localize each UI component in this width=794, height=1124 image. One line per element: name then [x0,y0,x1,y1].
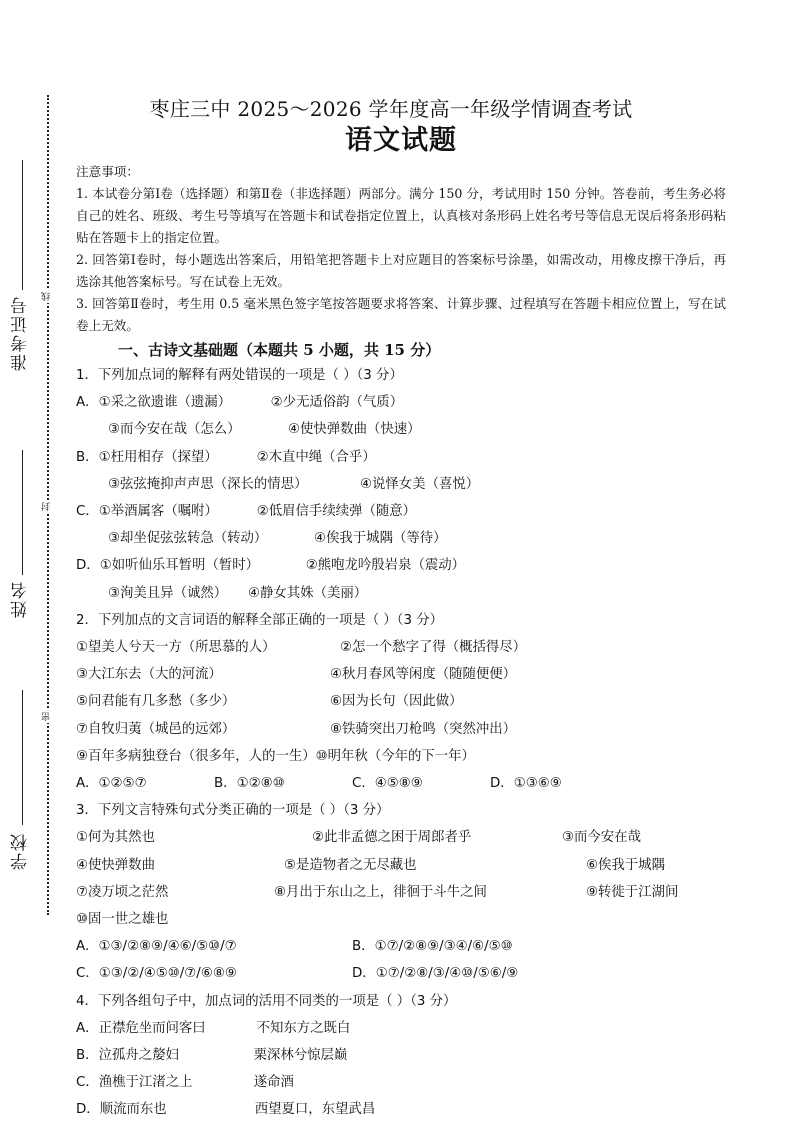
item: ⑦自牧归荑（城邑的远郊） [76,721,236,737]
option-letter: D． [76,1102,100,1118]
item: ②怎一个愁字了得（概括得尽） [340,640,527,656]
option-item: A．①③/②⑧⑨/④⑥/⑤⑩/⑦ [76,939,237,955]
item: ⑧月出于东山之上，徘徊于斗牛之间 [274,884,487,900]
question-stem: 2．下列加点的文言词语的解释全部正确的一项是（ ）（3 分） [76,612,444,628]
item: ⑤问君能有几多愁（多少） [76,694,236,710]
item-row [76,743,726,770]
option-letter: B． [76,449,99,465]
option-item: ③洵美且异（诚然） [108,585,228,601]
option-item: A．①②⑤⑦ [76,776,147,792]
item: ④秋月春风等闲度（随随便便） [330,667,517,683]
item-row [76,906,726,933]
item: ⑥俟我于城隅 [586,857,665,873]
exam-title: 枣庄三中 2025～2026 学年度高一年级学情调查考试 [149,97,633,121]
option-row [76,416,726,443]
school-label: 学校 [11,832,31,870]
option-row [76,552,726,579]
question-2 [76,607,726,797]
question-3 [76,797,726,987]
option-item: C．④⑤⑧⑨ [352,776,423,792]
option-item: 渔樵于江渚之上 [98,1075,193,1091]
notice-item-2: 2. 回答第Ⅰ卷时，每小题选出答案后，用铅笔把答题卡上对应题目的答案标号涂墨，如需改动，用橡皮擦干净后，再选涂其他答案标号。写在试卷上无效。 [76,252,726,289]
question-4 [76,988,726,1124]
option-item: C．①③/②/④⑤⑩/⑦/⑥⑧⑨ [76,966,237,982]
option-letter: A． [76,1020,99,1036]
item: ⑥因为长句（因此做） [330,694,463,710]
option-row [76,1042,726,1069]
option-item: ②熊咆龙吟殷岩泉（震动） [305,558,466,574]
name-label: 姓名 [11,580,31,618]
seal-char-feng: 封 [42,502,52,511]
option-item: 顺流而东也 [99,1102,167,1118]
exam-number-blank [22,160,23,290]
option-item: ③而今安在哉（怎么） [108,422,241,438]
option-row [76,580,726,607]
item-row [76,688,726,715]
option-item: D．①③⑥⑨ [490,776,562,792]
notice-block [76,161,726,337]
option-item: 正襟危坐而问客曰 [98,1020,206,1036]
item-row [76,879,726,906]
option-row [76,471,726,498]
option-item: ①采之欲遗谁（遗漏） [98,395,232,411]
exam-document [76,93,726,1124]
item: ⑤是造物者之无尽藏也 [284,857,417,873]
option-item: B．①⑦/②⑧⑨/③④/⑥/⑤⑩ [352,939,513,955]
option-item: ④说怿女美（喜悦） [360,476,480,492]
option-item: 西望夏口，东望武昌 [254,1102,376,1118]
option-item: ①如听仙乐耳暂明（暂时） [99,558,260,574]
option-item: 栗深林兮惊层巅 [253,1048,348,1064]
option-item: ②少无适俗韵（气质） [270,395,404,411]
question-1 [76,362,726,607]
option-item: B．①②⑧⑩ [214,776,285,792]
binding-margin [0,0,72,1123]
seal-char-mi: 密 [42,712,52,721]
option-letter: C． [76,1075,99,1091]
item-row [76,661,726,688]
item: ⑩固一世之雄也 [76,912,169,928]
item: ⑦凌万顷之茫然 [76,884,169,900]
name-blank [22,450,23,575]
item-row [76,824,726,851]
question-stem: 3．下列文言特殊句式分类正确的一项是（ ）（3 分） [76,803,390,819]
item: ①望美人兮天一方（所思慕的人） [76,640,276,656]
section-title: 一、古诗文基础题（本题共 5 小题，共 15 分） [118,341,441,359]
exam-subject: 语文试题 [345,125,457,156]
item: ②此非孟德之困于周郎者乎 [312,830,472,846]
school-blank [22,690,23,825]
option-letter: C． [76,504,99,520]
option-row [76,770,726,797]
option-item: D．①⑦/②⑧/③/④⑩/⑤⑥/⑨ [352,966,519,982]
option-row [76,933,726,960]
seal-char-line: 线 [42,292,52,301]
question-stem: 1．下列加点词的解释有两处错误的一项是（ ）（3 分） [76,368,403,383]
notice-item-3: 3. 回答第Ⅱ卷时，考生用 0.5 毫米黑色签字笔按答题要求将答案、计算步骤、过程填写在答题卡相应位置上，写在试卷上无效。 [76,296,726,333]
option-row [76,960,726,987]
option-row [76,1096,726,1123]
option-item: ②低眉信手续续弹（随意） [256,504,417,520]
option-letter: D． [76,558,100,574]
notice-heading: 注意事项： [76,164,139,179]
item: ③而今安在哉 [562,830,641,846]
item: ④使快弹数曲 [76,857,155,873]
option-letter: A． [76,395,99,411]
item-row [76,716,726,743]
item: ⑨转徙于江湖间 [586,884,679,900]
option-row [76,525,726,552]
question-stem: 4．下列各组句子中，加点词的活用不同类的一项是（ ）（3 分） [76,993,457,1009]
option-item: ①举酒属客（嘱咐） [98,504,218,520]
notice-item-1: 1. 本试卷分第Ⅰ卷（选择题）和第Ⅱ卷（非选择题）两部分。满分 150 分，考试用时 150 分钟。答卷前，考生务必将自己的姓名、班级、考生号等填写在答题卡和试卷指定位置上，认真核对条形码上姓名考号等信息无误后将条形码粘贴在答题卡上的指定位置。 [76,186,726,245]
option-row [76,1015,726,1042]
item: ⑧铁骑突出刀枪鸣（突然冲出） [330,721,517,737]
option-item: ③却坐促弦弦转急（转动） [108,531,268,547]
item: ①何为其然也 [76,830,155,846]
option-item: ④使快弹数曲（快速） [288,422,421,438]
option-item: ②木直中绳（合乎） [256,449,376,465]
option-item: ④俟我于城隅（等待） [314,531,447,547]
option-row [76,389,726,416]
item-row [76,634,726,661]
option-item: ③弦弦掩抑声声思（深长的情思） [108,476,308,492]
option-item: ④静女其姝（美丽） [248,585,368,601]
option-item: 不知东方之既白 [256,1020,351,1036]
option-row [76,498,726,525]
exam-number-label: 准考证号 [11,295,31,371]
option-letter: B． [76,1048,99,1064]
option-item: 泣孤舟之嫠妇 [98,1048,179,1064]
item: ⑨百年多病独登台（很多年，人的一生）⑩明年秋（今年的下一年） [76,748,475,764]
item: ③大江东去（大的河流） [76,667,222,683]
option-row [76,444,726,471]
item-row [76,852,726,879]
option-item: 遂命酒 [253,1075,294,1091]
option-row [76,1069,726,1096]
option-item: ①枉用相存（探望） [98,449,218,465]
